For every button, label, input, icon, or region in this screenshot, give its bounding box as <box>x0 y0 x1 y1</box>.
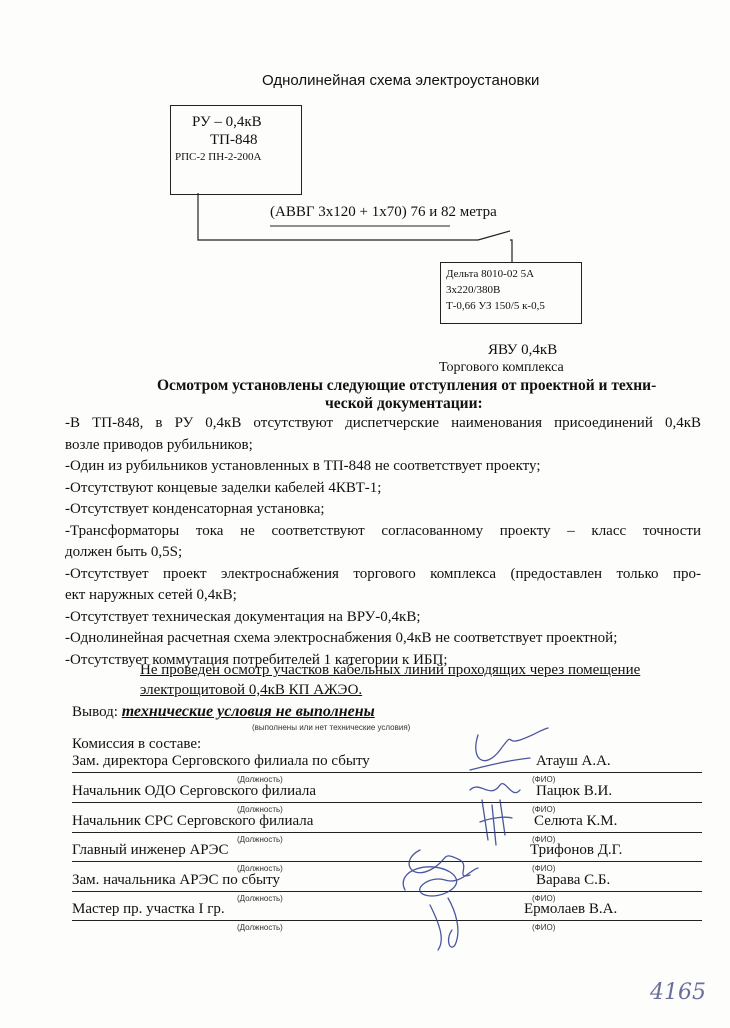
position-hint: (Должность) <box>237 775 283 784</box>
finding-item: -Один из рубильников установленных в ТП-848 не соответствует проекту; <box>65 458 541 474</box>
finding-item: -Отсутствует коммутация потребителей 1 категории к ИБП; <box>65 651 448 668</box>
finding-item-cont: ект наружных сетей 0,4кВ; <box>65 587 237 603</box>
name-line <box>532 772 702 773</box>
switch-contact <box>478 231 510 240</box>
finding-item: -Отсутствуют концевые заделки кабелей 4КВТ-1; <box>65 479 382 496</box>
commission-label: Комиссия в составе: <box>72 736 202 752</box>
switchgear-label: РУ – 0,4кВ <box>192 114 262 130</box>
conclusion <box>72 703 375 721</box>
member-name: Пацюк В.И. <box>536 783 613 799</box>
member-row <box>72 753 730 787</box>
member-row <box>72 783 730 817</box>
member-position: Начальник СРС Серговского филиала <box>72 813 314 829</box>
conclusion-label: Вывод: <box>72 704 118 720</box>
signature-line <box>72 772 532 773</box>
finding-item: -Отсутствует проект электроснабжения торгового комплекса (предоставлен только про- <box>65 565 701 582</box>
member-name: Атауш А.А. <box>536 753 611 769</box>
name-line <box>532 832 702 833</box>
signature-line <box>72 920 532 921</box>
member-position: Начальник ОДО Серговского филиала <box>72 783 317 799</box>
position-hint: (Должность) <box>237 894 283 903</box>
yavu-label: ЯВУ 0,4кВ <box>488 342 558 358</box>
finding-item: -Отсутствует конденсаторная установка; <box>65 501 325 517</box>
member-name: Варава С.Б. <box>536 872 611 888</box>
finding-item-cont: должен быть 0,5S; <box>65 544 183 560</box>
position-hint: (Должность) <box>237 805 283 814</box>
page-title: Однолинейная схема электроустановки <box>262 72 540 89</box>
finding-item: -Отсутствует техническая документация на ВРУ-0,4кВ; <box>65 608 421 625</box>
inspection-note <box>70 660 700 700</box>
member-position: Зам. начальника АРЭС по сбыту <box>72 872 280 888</box>
member-name: Трифонов Д.Г. <box>530 842 623 858</box>
position-hint: (Должность) <box>237 923 283 932</box>
fio-hint: (ФИО) <box>532 894 556 903</box>
signature-line <box>72 891 532 892</box>
signature-line <box>72 861 532 862</box>
fio-hint: (ФИО) <box>532 775 556 784</box>
position-hint: (Должность) <box>237 864 283 873</box>
meter-model: Дельта 8010-02 5А <box>446 268 535 280</box>
meter-ct: Т-0,66 УЗ 150/5 к-0,5 <box>446 300 545 312</box>
switch-type-label: РПС-2 ПН-2-200А <box>175 151 262 163</box>
inspection-note-text: Не проведен осмотр участков кабельных линий проходящих через помещение электрощитовой 0,4кВ КП АЖЭО. <box>140 662 641 698</box>
name-line <box>532 891 702 892</box>
fio-hint: (ФИО) <box>532 835 556 844</box>
conclusion-value: технические условия не выполнены <box>121 703 375 720</box>
page-number: 4165 <box>650 980 706 1005</box>
member-position: Мастер пр. участка I гр. <box>72 901 225 917</box>
name-line <box>532 861 702 862</box>
signature-line <box>72 832 532 833</box>
member-row <box>72 842 730 876</box>
fio-hint: (ФИО) <box>532 864 556 873</box>
yavu-sublabel: Торгового комплекса <box>439 360 564 375</box>
finding-item-cont: возле приводов рубильников; <box>65 436 253 453</box>
findings-header: Осмотром установлены следующие отступления от проектной и техни- <box>157 377 657 394</box>
name-line <box>532 920 702 921</box>
findings-header-2: ческой документации: <box>325 395 483 412</box>
fio-hint: (ФИО) <box>532 805 556 814</box>
member-position: Зам. директора Серговского филиала по сбыту <box>72 753 370 769</box>
member-name: Ермолаев В.А. <box>524 901 618 917</box>
name-line <box>532 802 702 803</box>
position-hint: (Должность) <box>237 835 283 844</box>
member-row <box>72 901 730 935</box>
finding-item: -Трансформаторы тока не соответствуют согласованному проекту – класс точности <box>65 522 701 539</box>
finding-item: -В ТП-848, в РУ 0,4кВ отсутствуют диспетчерские наименования присоединений 0,4кВ <box>65 415 701 431</box>
fio-hint: (ФИО) <box>532 923 556 932</box>
feeder-line-to-yavu <box>510 240 512 262</box>
member-position: Главный инженер АРЭС <box>72 842 229 858</box>
cable-label: (АВВГ 3х120 + 1х70) 76 и 82 метра <box>270 204 497 220</box>
signature-line <box>72 802 532 803</box>
substation-label: ТП-848 <box>210 132 258 148</box>
findings-list <box>65 413 701 671</box>
finding-item: -Однолинейная расчетная схема электроснабжения 0,4кВ не соответствует проектной; <box>65 630 618 646</box>
conclusion-hint: (выполнены или нет технические условия) <box>252 723 411 732</box>
member-name: Селюта К.М. <box>534 813 618 829</box>
meter-voltage: 3х220/380В <box>446 284 501 296</box>
